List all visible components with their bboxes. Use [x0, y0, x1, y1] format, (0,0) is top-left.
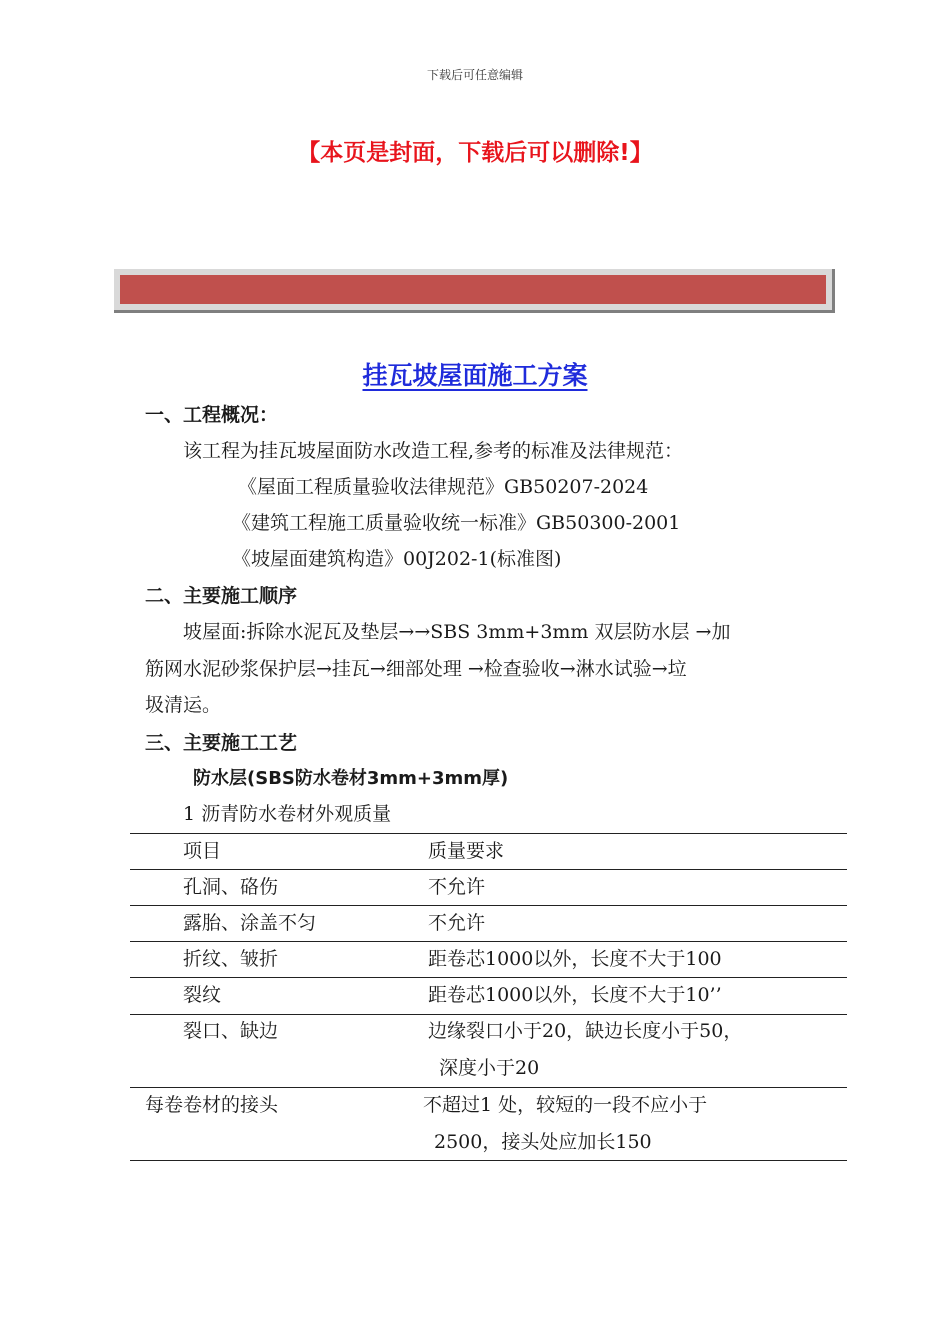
- table-rule: [130, 905, 847, 906]
- table-cell-item: 每卷卷材的接头: [145, 1094, 279, 1116]
- decorative-banner: [114, 269, 835, 313]
- table-cell-item: 孔洞、硌伤: [183, 876, 279, 898]
- document-title-link[interactable]: 挂瓦坡屋面施工方案: [362, 361, 588, 390]
- table-cell-requirement: 不允许: [428, 876, 486, 898]
- document-title[interactable]: [0, 356, 950, 392]
- table-cell-requirement: 距卷芯1000以外，长度不大于10’’: [428, 984, 722, 1006]
- cover-note: 【本页是封面，下载后可以删除!】: [297, 140, 653, 166]
- table-rule: [130, 869, 847, 870]
- table-header-requirement: 质量要求: [428, 840, 505, 862]
- table-rule: [130, 833, 847, 834]
- banner-bar: [120, 275, 826, 304]
- table-cell-requirement-cont: 深度小于20: [439, 1057, 540, 1079]
- sequence-line: 筋网水泥砂浆保护层→挂瓦→细部处理 →检查验收→淋水试验→垃: [145, 658, 687, 680]
- section3-subheading: 防水层(SBS防水卷材3mm+3mm厚): [193, 768, 509, 789]
- table-cell-requirement: 距卷芯1000以外，长度不大于100: [428, 948, 722, 970]
- section1-heading: 一、工程概况：: [145, 404, 279, 426]
- header-note: 下载后可任意编辑: [426, 68, 523, 82]
- table-cell-requirement: 边缘裂口小于20，缺边长度小于50，: [428, 1020, 743, 1042]
- table-cell-requirement-cont: 2500，接头处应加长150: [434, 1131, 652, 1153]
- table-rule: [130, 977, 847, 978]
- table-cell-item: 折纹、皱折: [183, 948, 279, 970]
- standard-item: 《建筑工程施工质量验收统一标准》GB50300-2001: [232, 512, 681, 534]
- table-cell-requirement: 不超过1 处，较短的一段不应小于: [423, 1094, 708, 1116]
- table-rule: [130, 1160, 847, 1161]
- section2-heading: 二、主要施工顺序: [145, 585, 298, 607]
- table-cell-item: 裂口、缺边: [183, 1020, 279, 1042]
- table-rule: [130, 1087, 847, 1088]
- table-cell-requirement: 不允许: [428, 912, 486, 934]
- table-rule: [130, 1014, 847, 1015]
- standard-item: 《坡屋面建筑构造》00J202-1(标准图): [232, 548, 562, 570]
- table-header-item: 项目: [183, 840, 222, 862]
- standard-item: 《屋面工程质量验收法律规范》GB50207-2024: [238, 476, 649, 498]
- section1-intro: 该工程为挂瓦坡屋面防水改造工程,参考的标准及法律规范：: [183, 440, 684, 462]
- section3-item: 1 沥青防水卷材外观质量: [183, 803, 392, 825]
- sequence-line: 坡屋面:拆除水泥瓦及垫层→→SBS 3mm+3mm 双层防水层 →加: [183, 621, 731, 643]
- section3-heading: 三、主要施工工艺: [145, 732, 298, 754]
- table-rule: [130, 941, 847, 942]
- sequence-line: 圾清运。: [145, 694, 222, 716]
- table-cell-item: 露胎、涂盖不匀: [183, 912, 317, 934]
- table-cell-item: 裂纹: [183, 984, 222, 1006]
